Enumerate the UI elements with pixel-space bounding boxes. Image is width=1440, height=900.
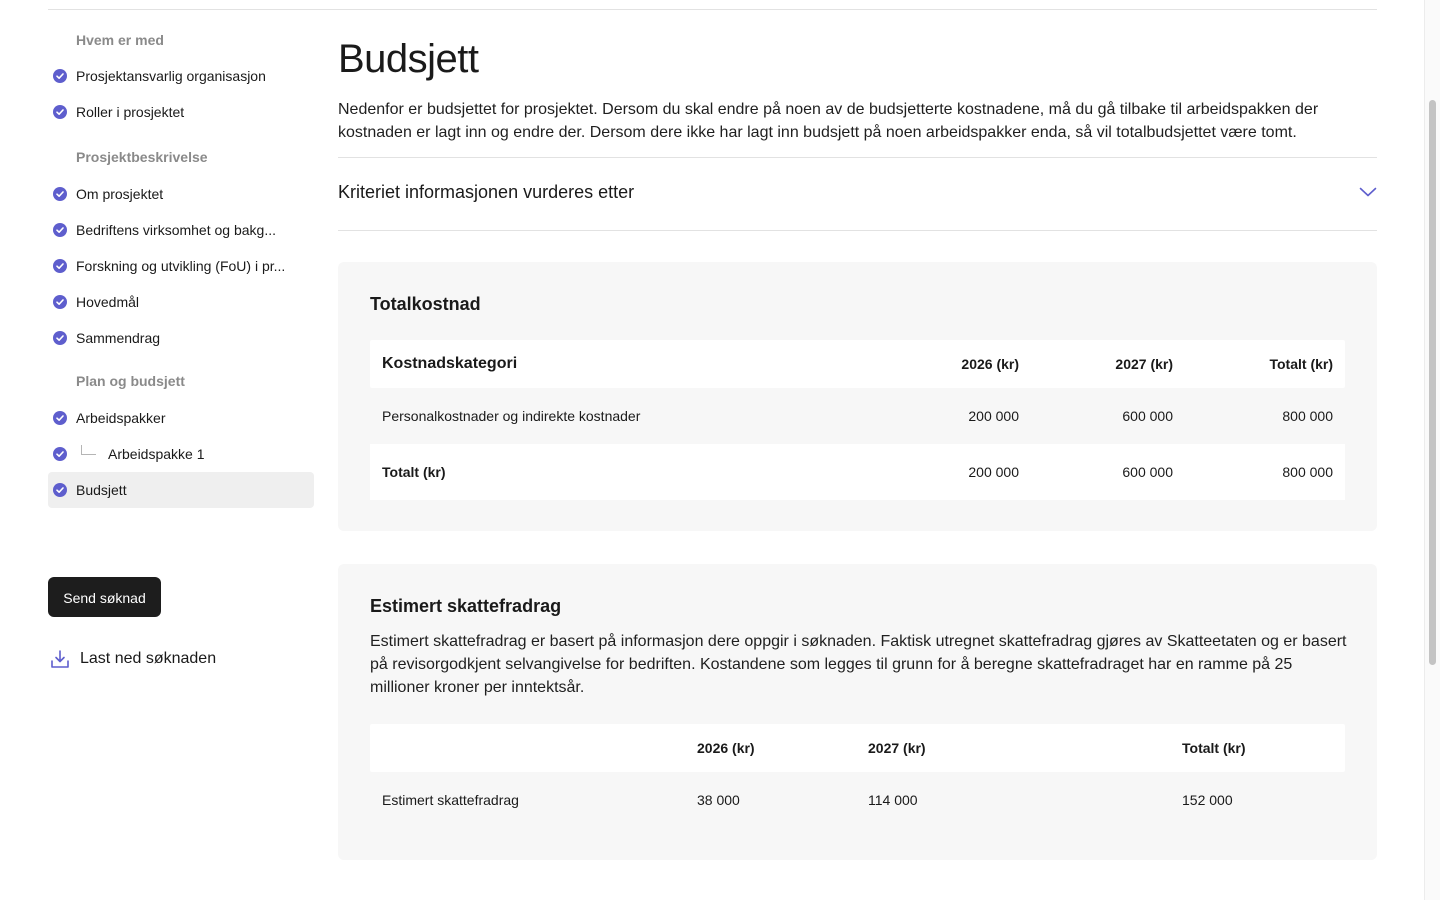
top-divider xyxy=(48,9,1377,10)
column-header-2026: 2026 (kr) xyxy=(961,356,1019,372)
total-cost-table xyxy=(370,340,1345,500)
sidebar-nav xyxy=(48,30,314,508)
section-heading-prosjektbeskrivelse: Prosjektbeskrivelse xyxy=(76,149,208,165)
table-total-row xyxy=(370,444,1345,500)
check-circle-icon xyxy=(53,223,67,237)
check-circle-icon xyxy=(53,259,67,273)
column-header-2027: 2027 (kr) xyxy=(1115,356,1173,372)
sidebar-item-label: Budsjett xyxy=(76,482,127,498)
check-circle-icon xyxy=(53,69,67,83)
criteria-accordion[interactable] xyxy=(338,157,1377,231)
sidebar-item-arbeidspakker[interactable] xyxy=(48,400,314,436)
check-circle-icon xyxy=(53,105,67,119)
sidebar-item-label: Arbeidspakke 1 xyxy=(108,446,205,462)
column-header-totalt: Totalt (kr) xyxy=(1182,740,1246,756)
check-circle-icon xyxy=(53,295,67,309)
table-cell-2027: 600 000 xyxy=(1122,464,1173,480)
column-header-2027: 2027 (kr) xyxy=(868,740,926,756)
table-cell-2027: 114 000 xyxy=(868,792,918,808)
table-cell-2026: 200 000 xyxy=(968,408,1019,424)
tax-deduction-title: Estimert skattefradrag xyxy=(370,596,562,616)
tax-deduction-table xyxy=(370,724,1345,828)
sidebar-item-label: Sammendrag xyxy=(76,330,161,346)
page-intro: Nedenfor er budsjettet for prosjektet. Dersom du skal endre på noen av de budsjetterte kostnadene, må du gå tilbake til arbeidspakken der kostnaden er lagt inn og endre der. Dersom dere ikke har lagt inn budsjett på noen arbeidspakker enda, så vil totalbudsjettet være tomt. xyxy=(338,101,1319,141)
scrollbar-thumb[interactable] xyxy=(1429,100,1436,665)
check-circle-icon xyxy=(53,331,67,345)
sidebar-item-om-prosjektet[interactable] xyxy=(48,176,314,212)
check-circle-icon xyxy=(53,187,67,201)
send-application-button[interactable]: Send søknad xyxy=(48,577,161,617)
table-header-row xyxy=(370,724,1345,772)
column-header-2026: 2026 (kr) xyxy=(697,740,755,756)
check-circle-icon xyxy=(53,411,67,425)
table-row xyxy=(370,388,1345,444)
tax-deduction-description: Estimert skattefradrag er basert på informasjon dere oppgir i søknaden. Faktisk utregnet skattefradrag gjøres av Skatteetaten og er basert på revisorgodkjent selvangivelse for bedriften. Kostandene som legges til grunn for å beregne skattefradraget har en ramme på 25 millioner kroner per inntektsår. xyxy=(370,633,1347,696)
sidebar-item-prosjektansvarlig-organisasjon[interactable] xyxy=(48,58,314,94)
sidebar-item-forskning-og-utvikling[interactable] xyxy=(48,248,314,284)
column-header-totalt: Totalt (kr) xyxy=(1269,356,1333,372)
accordion-label: Kriteriet informasjonen vurderes etter xyxy=(338,182,635,202)
download-link-label: Last ned søknaden xyxy=(80,650,217,667)
total-cost-title: Totalkostnad xyxy=(370,294,481,314)
total-cost-card xyxy=(338,262,1377,531)
main-content xyxy=(338,30,1377,808)
sidebar-item-label: Forskning og utvikling (FoU) i pr... xyxy=(76,258,286,274)
vertical-scrollbar[interactable] xyxy=(1424,0,1440,900)
table-cell-2026: 200 000 xyxy=(968,464,1019,480)
table-cell-total-label: Totalt (kr) xyxy=(382,464,446,480)
download-icon xyxy=(50,649,70,669)
sidebar-item-sammendrag[interactable] xyxy=(48,320,314,356)
page-title: Budsjett xyxy=(338,37,479,81)
sidebar-item-label: Bedriftens virksomhet og bakg... xyxy=(76,222,276,238)
column-header-kostnadskategori: Kostnadskategori xyxy=(382,355,518,372)
table-cell-category: Personalkostnader og indirekte kostnader xyxy=(382,408,641,424)
table-header-row xyxy=(370,340,1345,388)
tree-branch-line xyxy=(81,445,96,455)
check-circle-icon xyxy=(53,447,67,461)
sidebar-item-label: Hovedmål xyxy=(76,294,140,310)
section-heading-hvem-er-med: Hvem er med xyxy=(76,32,164,48)
table-cell-total: 800 000 xyxy=(1282,408,1333,424)
check-circle-icon xyxy=(53,483,67,497)
sidebar-item-label: Roller i prosjektet xyxy=(76,104,185,120)
section-heading-plan-og-budsjett: Plan og budsjett xyxy=(76,373,185,389)
table-row xyxy=(370,772,1345,828)
sidebar-item-label: Arbeidspakker xyxy=(76,410,166,426)
chevron-down-icon xyxy=(1359,186,1377,198)
download-application-link[interactable] xyxy=(50,649,216,669)
tax-deduction-card xyxy=(338,564,1377,860)
table-cell-total: 800 000 xyxy=(1282,464,1333,480)
sidebar-item-arbeidspakke-1[interactable] xyxy=(48,436,314,472)
sidebar-item-label: Om prosjektet xyxy=(76,186,164,202)
sidebar-item-label: Prosjektansvarlig organisasjon xyxy=(76,68,266,84)
table-cell-label: Estimert skattefradrag xyxy=(382,792,519,808)
sidebar-item-roller-i-prosjektet[interactable] xyxy=(48,94,314,130)
table-cell-2026: 38 000 xyxy=(697,792,740,808)
sidebar-item-budsjett[interactable] xyxy=(48,472,314,508)
table-cell-2027: 600 000 xyxy=(1122,408,1173,424)
table-cell-total: 152 000 xyxy=(1182,792,1233,808)
sidebar-item-bedriftens-virksomhet[interactable] xyxy=(48,212,314,248)
sidebar-item-hovedmal[interactable] xyxy=(48,284,314,320)
